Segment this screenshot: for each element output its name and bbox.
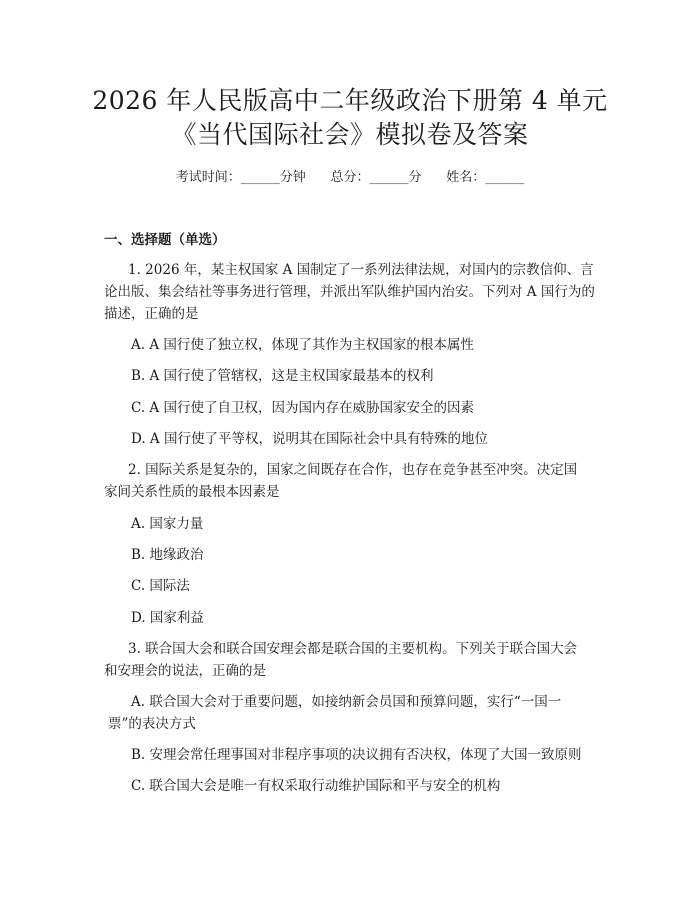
question-1-stem-line-1: 1. 2026 年，某主权国家 A 国制定了一系列法律法规，对国内的宗教信仰、言 <box>128 262 594 278</box>
question-1-stem-line-3: 描述，正确的是 <box>104 306 199 322</box>
question-1-option-a[interactable]: A. A 国行使了独立权，体现了其作为主权国家的根本属性 <box>131 337 474 353</box>
question-2-stem-line-2: 家间关系性质的最根本因素是 <box>104 484 280 500</box>
question-2-option-b[interactable]: B. 地缘政治 <box>131 547 204 563</box>
section-heading: 一、选择题（单选） <box>104 232 226 248</box>
question-3-option-a[interactable]: A. 联合国大会对于重要问题，如接纳新会员国和预算问题，实行“一国一 <box>131 694 562 710</box>
question-3-option-c[interactable]: C. 联合国大会是唯一有权采取行动维护国际和平与安全的机构 <box>131 778 501 794</box>
question-1-option-c[interactable]: C. A 国行使了自卫权，因为国内存在威胁国家安全的因素 <box>131 400 474 416</box>
question-1-option-b[interactable]: B. A 国行使了管辖权，这是主权国家最基本的权利 <box>131 368 434 384</box>
question-2-option-c[interactable]: C. 国际法 <box>131 578 190 594</box>
question-2-option-a[interactable]: A. 国家力量 <box>131 516 204 532</box>
exam-info-line: 考试时间：______分钟 总分：______分 姓名：______ <box>175 170 525 185</box>
question-3-stem-line-1: 3. 联合国大会和联合国安理会都是联合国的主要机构。下列关于联合国大会 <box>128 641 578 657</box>
question-3-option-a-continued[interactable]: 票”的表决方式 <box>108 716 196 732</box>
question-2-stem-line-1: 2. 国际关系是复杂的，国家之间既存在合作，也存在竞争甚至冲突。决定国 <box>128 462 578 478</box>
exam-title-line-1: 2026 年人民版高中二年级政治下册第 4 单元 <box>92 86 608 115</box>
question-1-stem-line-2: 论出版、集会结社等事务进行管理，并派出军队维护国内治安。下列对 A 国行为的 <box>104 284 595 300</box>
question-3-stem-line-2: 和安理会的说法，正确的是 <box>104 663 266 679</box>
question-3-option-b[interactable]: B. 安理会常任理事国对非程序事项的决议拥有否决权，体现了大国一致原则 <box>131 747 582 763</box>
question-2-option-d[interactable]: D. 国家利益 <box>131 610 204 626</box>
question-1-option-d[interactable]: D. A 国行使了平等权，说明其在国际社会中具有特殊的地位 <box>131 431 488 447</box>
exam-title-line-2: 《当代国际社会》模拟卷及答案 <box>171 120 529 149</box>
